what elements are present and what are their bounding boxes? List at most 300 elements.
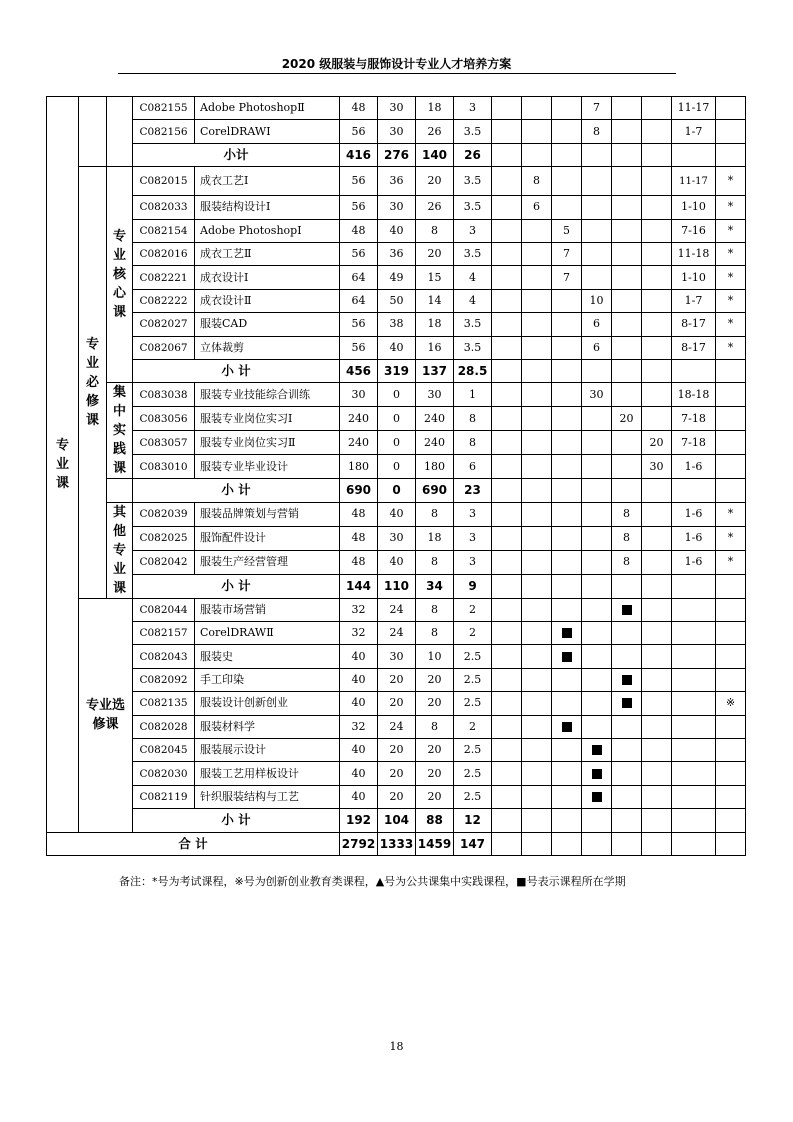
- course-name: 手工印染: [195, 668, 340, 691]
- table-cell: [522, 143, 552, 166]
- exam-mark: [716, 715, 746, 738]
- course-name: 立体裁剪: [195, 336, 340, 359]
- table-cell: 20: [378, 668, 416, 691]
- table-cell: [672, 809, 716, 832]
- subtotal-value: 319: [378, 359, 416, 382]
- course-name: 成衣设计Ⅱ: [195, 289, 340, 312]
- table-cell: [716, 832, 746, 855]
- table-cell: 8: [416, 219, 454, 242]
- semester-marker: [562, 628, 572, 638]
- table-cell: [582, 715, 612, 738]
- table-cell: 48: [340, 502, 378, 526]
- week-range: [672, 762, 716, 785]
- week-range: 7-18: [672, 407, 716, 431]
- table-row: [47, 668, 746, 691]
- table-cell: 15: [416, 266, 454, 289]
- course-code: C082155: [133, 97, 195, 120]
- table-cell: [642, 502, 672, 526]
- table-cell: [492, 809, 522, 832]
- table-row: [47, 97, 746, 120]
- table-cell: 48: [340, 219, 378, 242]
- semester-marker: [622, 698, 632, 708]
- table-row: [47, 313, 746, 336]
- total-value: 147: [454, 832, 492, 855]
- semester-cell: [582, 785, 612, 808]
- course-name: 服装专业岗位实习Ⅰ: [195, 407, 340, 431]
- course-name: 服装工艺用样板设计: [195, 762, 340, 785]
- table-cell: 3: [454, 219, 492, 242]
- subtotal-label: 小 计: [133, 479, 340, 502]
- table-cell: [642, 762, 672, 785]
- course-name: 成衣工艺Ⅰ: [195, 167, 340, 196]
- course-name: 服装品牌策划与营销: [195, 502, 340, 526]
- table-cell: [492, 455, 522, 479]
- table-cell: 20: [378, 762, 416, 785]
- subtotal-value: 9: [454, 574, 492, 598]
- course-code: C082039: [133, 502, 195, 526]
- table-cell: 240: [416, 407, 454, 431]
- table-row: [47, 502, 746, 526]
- table-cell: [642, 550, 672, 574]
- exam-mark: [716, 739, 746, 762]
- table-cell: 20: [416, 167, 454, 196]
- table-cell: [642, 479, 672, 502]
- table-cell: [552, 598, 582, 621]
- table-cell: 20: [642, 431, 672, 455]
- table-row: [47, 598, 746, 621]
- table-cell: 20: [416, 739, 454, 762]
- table-row: [47, 242, 746, 265]
- table-cell: [552, 167, 582, 196]
- table-cell: [642, 289, 672, 312]
- course-code: C082028: [133, 715, 195, 738]
- table-cell: 50: [378, 289, 416, 312]
- table-cell: [612, 242, 642, 265]
- table-cell: 20: [378, 739, 416, 762]
- semester-cell: [552, 622, 582, 645]
- table-cell: [612, 97, 642, 120]
- table-cell: 8: [416, 598, 454, 621]
- table-cell: [612, 455, 642, 479]
- table-cell: 49: [378, 266, 416, 289]
- course-code: C083056: [133, 407, 195, 431]
- table-cell: 5: [552, 219, 582, 242]
- table-cell: 56: [340, 313, 378, 336]
- table-cell: [582, 479, 612, 502]
- week-range: 7-18: [672, 431, 716, 455]
- table-cell: [552, 313, 582, 336]
- table-cell: [492, 832, 522, 855]
- total-row: [47, 832, 746, 855]
- week-range: 18-18: [672, 383, 716, 407]
- table-cell: 2.5: [454, 692, 492, 715]
- exam-mark: [716, 645, 746, 668]
- table-cell: 3.5: [454, 196, 492, 219]
- table-cell: [492, 219, 522, 242]
- table-cell: 56: [340, 167, 378, 196]
- table-cell: [492, 526, 522, 550]
- week-range: 11-17: [672, 97, 716, 120]
- table-cell: [522, 97, 552, 120]
- table-cell: [612, 785, 642, 808]
- subtotal-label: 小计: [133, 143, 340, 166]
- course-name: 服装史: [195, 645, 340, 668]
- table-cell: 2.5: [454, 668, 492, 691]
- course-code: C082044: [133, 598, 195, 621]
- table-cell: [552, 455, 582, 479]
- table-cell: 30: [416, 383, 454, 407]
- table-cell: [672, 359, 716, 382]
- table-cell: 0: [378, 431, 416, 455]
- semester-marker: [562, 722, 572, 732]
- exam-mark: [716, 622, 746, 645]
- table-cell: [552, 431, 582, 455]
- table-cell: [522, 502, 552, 526]
- week-range: [672, 645, 716, 668]
- table-cell: [642, 336, 672, 359]
- table-cell: [522, 455, 552, 479]
- course-name: 成衣工艺Ⅱ: [195, 242, 340, 265]
- footnote: 备注：*号为考试课程，※号为创新创业教育类课程，▲号为公共课集中实践课程，■号表示课程所在学期: [119, 875, 626, 888]
- table-cell: 4: [454, 266, 492, 289]
- table-cell: 30: [378, 97, 416, 120]
- table-cell: [612, 715, 642, 738]
- table-cell: 24: [378, 622, 416, 645]
- course-name: 服装市场营销: [195, 598, 340, 621]
- table-cell: [522, 832, 552, 855]
- table-cell: 30: [642, 455, 672, 479]
- exam-mark: [716, 407, 746, 431]
- table-cell: [522, 219, 552, 242]
- table-row: [47, 739, 746, 762]
- table-cell: 6: [582, 336, 612, 359]
- table-cell: [612, 739, 642, 762]
- table-cell: 2.5: [454, 645, 492, 668]
- course-code: C083038: [133, 383, 195, 407]
- subtotal-value: 88: [416, 809, 454, 832]
- table-cell: [642, 622, 672, 645]
- exam-mark: ※: [716, 692, 746, 715]
- table-cell: [612, 574, 642, 598]
- semester-cell: [582, 739, 612, 762]
- table-cell: [612, 809, 642, 832]
- table-cell: [522, 359, 552, 382]
- table-cell: [552, 289, 582, 312]
- table-cell: [552, 479, 582, 502]
- table-cell: 30: [378, 120, 416, 143]
- table-row: [47, 289, 746, 312]
- course-code: C083057: [133, 431, 195, 455]
- exam-mark: *: [716, 336, 746, 359]
- week-range: 8-17: [672, 336, 716, 359]
- table-cell: [522, 622, 552, 645]
- week-range: [672, 739, 716, 762]
- table-cell: 180: [416, 455, 454, 479]
- table-cell: [522, 313, 552, 336]
- table-cell: [492, 645, 522, 668]
- table-cell: 48: [340, 97, 378, 120]
- exam-mark: *: [716, 289, 746, 312]
- table-row: [47, 715, 746, 738]
- table-cell: 240: [340, 431, 378, 455]
- table-cell: [522, 762, 552, 785]
- table-cell: [642, 739, 672, 762]
- table-cell: 20: [612, 407, 642, 431]
- exam-mark: *: [716, 196, 746, 219]
- table-cell: 20: [416, 785, 454, 808]
- table-cell: [492, 196, 522, 219]
- table-cell: 180: [340, 455, 378, 479]
- table-cell: 20: [416, 242, 454, 265]
- semester-marker: [622, 605, 632, 615]
- table-cell: [492, 479, 522, 502]
- table-cell: [492, 739, 522, 762]
- table-cell: [552, 196, 582, 219]
- table-cell: 8: [416, 622, 454, 645]
- category-label: 专业必修课: [79, 167, 107, 599]
- table-cell: [582, 359, 612, 382]
- table-row: [47, 526, 746, 550]
- table-cell: [492, 97, 522, 120]
- course-name: 服装生产经营管理: [195, 550, 340, 574]
- table-cell: 36: [378, 242, 416, 265]
- table-cell: [612, 196, 642, 219]
- table-cell: [552, 97, 582, 120]
- table-cell: [107, 479, 133, 502]
- table-cell: [642, 598, 672, 621]
- course-name: 服装专业技能综合训练: [195, 383, 340, 407]
- table-cell: [612, 359, 642, 382]
- table-cell: [492, 574, 522, 598]
- table-cell: 10: [416, 645, 454, 668]
- table-cell: [642, 120, 672, 143]
- table-cell: [492, 692, 522, 715]
- table-row: [47, 120, 746, 143]
- course-code: C083010: [133, 455, 195, 479]
- table-row: [47, 383, 746, 407]
- table-row: [47, 219, 746, 242]
- course-code: C082016: [133, 242, 195, 265]
- table-cell: 2: [454, 598, 492, 621]
- table-cell: [642, 359, 672, 382]
- table-cell: 40: [340, 692, 378, 715]
- exam-mark: [716, 383, 746, 407]
- table-cell: 3: [454, 550, 492, 574]
- course-code: C082067: [133, 336, 195, 359]
- course-code: C082033: [133, 196, 195, 219]
- table-cell: [522, 336, 552, 359]
- table-cell: [612, 479, 642, 502]
- table-cell: 240: [416, 431, 454, 455]
- week-range: 11-18: [672, 242, 716, 265]
- exam-mark: *: [716, 242, 746, 265]
- table-cell: 30: [582, 383, 612, 407]
- table-cell: 24: [378, 715, 416, 738]
- subtotal-value: 23: [454, 479, 492, 502]
- table-row: [47, 785, 746, 808]
- table-cell: [612, 762, 642, 785]
- table-cell: 20: [416, 668, 454, 691]
- table-cell: [672, 143, 716, 166]
- table-cell: [492, 359, 522, 382]
- week-range: [672, 668, 716, 691]
- table-cell: [642, 143, 672, 166]
- category-label: 专业核心课: [107, 167, 133, 383]
- table-cell: 2: [454, 622, 492, 645]
- table-cell: [582, 196, 612, 219]
- table-cell: 3.5: [454, 313, 492, 336]
- table-cell: [492, 550, 522, 574]
- table-cell: 8: [612, 526, 642, 550]
- category-label: 集中实践课: [107, 383, 133, 479]
- table-cell: 3: [454, 97, 492, 120]
- table-cell: [522, 692, 552, 715]
- table-cell: 40: [340, 739, 378, 762]
- week-range: 1-6: [672, 550, 716, 574]
- table-cell: [492, 622, 522, 645]
- page-title: 2020 级服装与服饰设计专业人才培养方案: [281, 57, 512, 71]
- table-cell: [552, 143, 582, 166]
- course-name: 服装CAD: [195, 313, 340, 336]
- table-cell: [612, 431, 642, 455]
- table-cell: 2.5: [454, 785, 492, 808]
- subtotal-row: [47, 809, 746, 832]
- table-cell: [582, 431, 612, 455]
- course-code: C082092: [133, 668, 195, 691]
- table-row: [47, 550, 746, 574]
- subtotal-value: 276: [378, 143, 416, 166]
- table-cell: [492, 431, 522, 455]
- subtotal-label: 小 计: [133, 574, 340, 598]
- table-cell: [522, 479, 552, 502]
- subtotal-row: [47, 359, 746, 382]
- exam-mark: [716, 431, 746, 455]
- table-cell: 8: [612, 502, 642, 526]
- exam-mark: *: [716, 526, 746, 550]
- table-cell: [522, 574, 552, 598]
- table-cell: [492, 336, 522, 359]
- table-cell: [642, 715, 672, 738]
- week-range: 1-6: [672, 502, 716, 526]
- table-cell: [582, 526, 612, 550]
- table-cell: 26: [416, 196, 454, 219]
- subtotal-value: 110: [378, 574, 416, 598]
- table-cell: [672, 479, 716, 502]
- exam-mark: *: [716, 167, 746, 196]
- week-range: [672, 692, 716, 715]
- table-cell: [642, 266, 672, 289]
- course-code: C082027: [133, 313, 195, 336]
- course-name: 服装专业毕业设计: [195, 455, 340, 479]
- table-cell: [107, 97, 133, 167]
- table-cell: [522, 739, 552, 762]
- table-cell: [582, 692, 612, 715]
- table-cell: 4: [454, 289, 492, 312]
- exam-mark: [716, 668, 746, 691]
- course-name: Adobe PhotoshopⅡ: [195, 97, 340, 120]
- subtotal-label: 小 计: [133, 359, 340, 382]
- table-cell: [522, 266, 552, 289]
- table-cell: [522, 407, 552, 431]
- table-cell: [522, 645, 552, 668]
- course-name: 成衣设计Ⅰ: [195, 266, 340, 289]
- exam-mark: *: [716, 219, 746, 242]
- semester-cell: [552, 645, 582, 668]
- semester-cell: [552, 715, 582, 738]
- table-cell: [552, 574, 582, 598]
- course-name: CorelDRAWⅡ: [195, 622, 340, 645]
- subtotal-value: 456: [340, 359, 378, 382]
- week-range: 1-10: [672, 196, 716, 219]
- course-code: C082015: [133, 167, 195, 196]
- table-cell: [672, 574, 716, 598]
- total-label: 合 计: [47, 832, 340, 855]
- table-cell: [612, 313, 642, 336]
- table-cell: [642, 526, 672, 550]
- table-cell: [552, 550, 582, 574]
- subtotal-value: 144: [340, 574, 378, 598]
- table-cell: [582, 622, 612, 645]
- table-cell: [582, 407, 612, 431]
- course-name: CorelDRAWⅠ: [195, 120, 340, 143]
- table-cell: [582, 809, 612, 832]
- table-cell: 8: [454, 407, 492, 431]
- table-cell: [642, 196, 672, 219]
- table-cell: [612, 120, 642, 143]
- table-cell: 8: [612, 550, 642, 574]
- table-cell: [492, 313, 522, 336]
- table-cell: 40: [340, 762, 378, 785]
- course-name: 服装专业岗位实习Ⅱ: [195, 431, 340, 455]
- table-cell: [642, 785, 672, 808]
- table-cell: 48: [340, 526, 378, 550]
- course-name: 服装展示设计: [195, 739, 340, 762]
- table-cell: 48: [340, 550, 378, 574]
- table-cell: 8: [416, 550, 454, 574]
- table-cell: 32: [340, 715, 378, 738]
- table-cell: [522, 715, 552, 738]
- table-cell: 40: [378, 550, 416, 574]
- week-range: 1-7: [672, 289, 716, 312]
- table-cell: [582, 167, 612, 196]
- table-cell: [552, 832, 582, 855]
- table-cell: 32: [340, 622, 378, 645]
- table-cell: [522, 383, 552, 407]
- semester-marker: [592, 769, 602, 779]
- page-number: 18: [389, 1040, 404, 1053]
- table-cell: 7: [552, 242, 582, 265]
- table-cell: [582, 598, 612, 621]
- table-cell: 30: [378, 526, 416, 550]
- table-cell: 56: [340, 196, 378, 219]
- table-cell: 56: [340, 120, 378, 143]
- table-cell: [552, 359, 582, 382]
- table-cell: [612, 219, 642, 242]
- week-range: 1-7: [672, 120, 716, 143]
- exam-mark: *: [716, 313, 746, 336]
- table-cell: 1: [454, 383, 492, 407]
- table-cell: [582, 550, 612, 574]
- week-range: 11-17: [672, 167, 716, 196]
- course-name: 服装材料学: [195, 715, 340, 738]
- exam-mark: *: [716, 550, 746, 574]
- table-cell: 2: [454, 715, 492, 738]
- table-cell: 8: [582, 120, 612, 143]
- table-cell: 56: [340, 336, 378, 359]
- table-cell: 18: [416, 313, 454, 336]
- table-cell: [492, 120, 522, 143]
- exam-mark: *: [716, 266, 746, 289]
